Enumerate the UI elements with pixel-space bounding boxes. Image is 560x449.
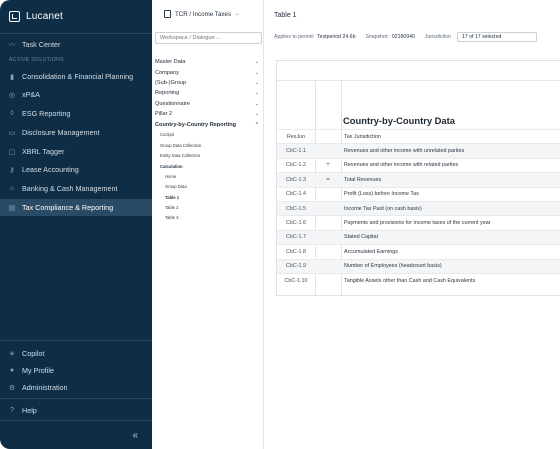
sidebar-divider [0,398,152,399]
tree-group-label: Reporting [155,89,180,96]
tree-item-home[interactable]: Home [165,174,177,179]
row-description: Number of Employees (headcount basis) [344,263,442,270]
row-operator: = [326,176,330,183]
row-code: CbC-1.5 [285,205,307,212]
table-row[interactable] [277,215,560,229]
sidebar-item-label: Disclosure Management [22,128,100,137]
row-code: CbC-1.6 [285,220,307,227]
sidebar-item-xbrl-tagger[interactable] [0,143,152,160]
row-operator: + [326,162,330,169]
tree-item-cockpit[interactable]: Cockpit [160,132,174,137]
document-icon: ▭ [8,129,16,137]
chevron-down-icon: ⌄ [254,58,259,65]
jurisdiction-label: Jurisdiction [424,34,451,40]
sidebar-item-disclosure-management[interactable] [0,124,152,141]
tree-group-reporting[interactable] [155,88,259,97]
table-row[interactable] [277,158,560,172]
sidebar-divider [0,33,152,34]
chevron-down-icon: ⌄ [254,79,259,86]
tree-item-table-2[interactable]: Table 2 [165,205,179,210]
tree-item-table-3[interactable]: Table 3 [165,215,179,220]
chevron-down-icon: ⌄ [234,11,240,17]
leaf-icon: ◊ [10,110,14,117]
page-title: Table 1 [274,12,297,19]
user-icon: ● [9,367,15,374]
row-description: Accumulated Earnings [344,248,398,255]
row-description: Income Tax Paid (on cash basis) [344,205,422,212]
row-description: Total Revenues [344,176,382,183]
table-row[interactable] [277,273,560,287]
row-description: Tax Jurisdiction [344,133,381,140]
tree-header[interactable] [164,10,239,18]
sidebar-item-banking-cash[interactable] [0,180,152,197]
brand[interactable] [9,9,63,23]
tree-group-questionnaire[interactable] [155,99,259,108]
chevron-down-icon: ⌄ [254,89,259,96]
sidebar-item-label: Consolidation & Financial Planning [22,72,134,81]
sidebar-divider [0,340,152,341]
sidebar-item-label: Tax Compliance & Reporting [22,203,114,212]
jurisdiction-select[interactable]: 17 of 17 selected [457,32,537,42]
bar-chart-icon: ▮ [10,73,14,81]
tag-icon: ▢ [8,148,16,156]
snapshot-value[interactable]: 02180940 [391,34,415,40]
bank-icon: ⌂ [9,185,15,192]
chevron-down-icon: ⌄ [254,110,259,117]
sidebar [0,0,152,449]
tree-group-label: Country-by-Country Reporting [155,121,237,128]
row-description: Stated Capital [344,234,378,241]
tree-item-calculation[interactable]: Calculation [160,164,183,169]
grid-header [277,61,560,81]
row-code: CbC-1.9 [285,263,307,270]
table-row[interactable] [277,187,560,201]
table-row[interactable] [277,143,560,157]
row-code: CbC-1.8 [285,248,307,255]
gear-icon: ⚙ [8,384,16,392]
row-code: CbC-1.1 [285,148,307,155]
tree-group-label: Pillar 2 [155,110,173,117]
chevron-down-icon: ⌄ [254,69,259,76]
chevron-down-icon: ⌄ [254,100,259,107]
collapse-sidebar-button[interactable]: « [132,430,138,441]
sidebar-item-label: Administration [22,383,68,392]
sidebar-item-copilot[interactable] [0,345,152,362]
clipboard-icon [164,10,171,18]
row-code: CbC-1.4 [285,191,307,198]
snapshot-label: Snapshot: [365,34,389,40]
row-description: Profit (Loss) before Income Tax [344,191,419,198]
tree-group-sub-group[interactable] [155,78,259,87]
grid-section-title: Country-by-Country Data [343,115,455,126]
row-code: ResJun [286,133,306,140]
table-row[interactable] [277,201,560,215]
tree-item-group-data-collection[interactable]: Group Data Collection [160,143,202,148]
table-row[interactable] [277,244,560,258]
row-code: CbC-1.10 [284,277,308,284]
section-label-active-solutions: ACTIVE SOLUTIONS [9,57,64,63]
row-code: CbC-1.3 [285,176,307,183]
chart-line-icon: 〰 [8,41,16,49]
sidebar-item-label: ESG Reporting [22,109,71,118]
sidebar-item-my-profile[interactable] [0,362,152,379]
tree-group-country-by-country[interactable] [155,120,259,129]
tree-item-entity-data-collection[interactable]: Entity Data Collection [160,153,201,158]
sparkle-icon: ✳ [9,350,15,358]
filter-bar [274,32,537,42]
chevron-up-icon: ⌃ [254,121,259,128]
table-row[interactable] [277,230,560,244]
sidebar-item-administration[interactable] [0,379,152,396]
table-row[interactable] [277,129,560,143]
row-description: Revenues and other income with related parties [344,162,459,169]
key-icon: ⚷ [9,166,15,174]
tree-group-label: Questionnaire [155,100,190,107]
sidebar-divider [0,420,152,421]
sidebar-item-consolidation[interactable] [0,68,152,85]
sidebar-item-help[interactable] [0,402,152,419]
period-label: Applies to period: [274,34,315,40]
tree-group-label: (Sub-)Group [155,79,187,86]
sidebar-item-esg-reporting[interactable] [0,105,152,122]
tree-group-company[interactable] [155,68,259,77]
brand-name: Lucanet [26,10,63,22]
period-value[interactable]: Testperiod 24.6b [317,34,356,40]
tree-header-title: TCR / Income Taxes [175,10,231,18]
sidebar-item-label: Copilot [22,349,45,358]
sidebar-item-label: XBRL Tagger [22,147,65,156]
row-description: Payments and provisions for income taxes of the current year [344,220,491,227]
sidebar-item-task-center[interactable] [0,36,152,53]
tree-item-group-data[interactable]: Group Data [165,184,187,189]
tree-group-label: Master Data [155,58,186,65]
help-circle-icon: ? [10,407,14,414]
tree-group-master-data[interactable] [155,57,259,66]
sidebar-item-label: Lease Accounting [22,165,79,174]
sidebar-item-label: xP&A [22,90,40,99]
sidebar-item-label: Task Center [22,40,61,49]
tree-group-label: Company [155,69,179,76]
sidebar-item-label: Banking & Cash Management [22,184,118,193]
tree-item-table-1[interactable]: Table 1 [165,195,180,200]
row-description: Revenues and other income with unrelated parties [344,148,465,155]
row-code: CbC-1.2 [285,162,307,169]
sidebar-item-xpa[interactable] [0,86,152,103]
table-row[interactable] [277,259,560,273]
row-code: CbC-1.7 [285,234,307,241]
navigation-tree [152,0,264,449]
target-icon: ◎ [8,91,16,99]
table-row[interactable] [277,172,560,186]
data-grid [276,60,560,296]
tree-group-pillar-2[interactable] [155,109,259,118]
main-content [265,0,560,449]
sidebar-item-label: Help [22,406,37,415]
sidebar-item-tax-compliance[interactable] [0,199,152,216]
workspace-input[interactable] [155,32,262,44]
sidebar-item-lease-accounting[interactable] [0,161,152,178]
lucanet-logo-icon [9,11,20,22]
receipt-icon: ▤ [8,204,16,212]
sidebar-item-label: My Profile [22,366,54,375]
row-description: Tangible Assets other than Cash and Cash Equivalents [344,277,476,284]
